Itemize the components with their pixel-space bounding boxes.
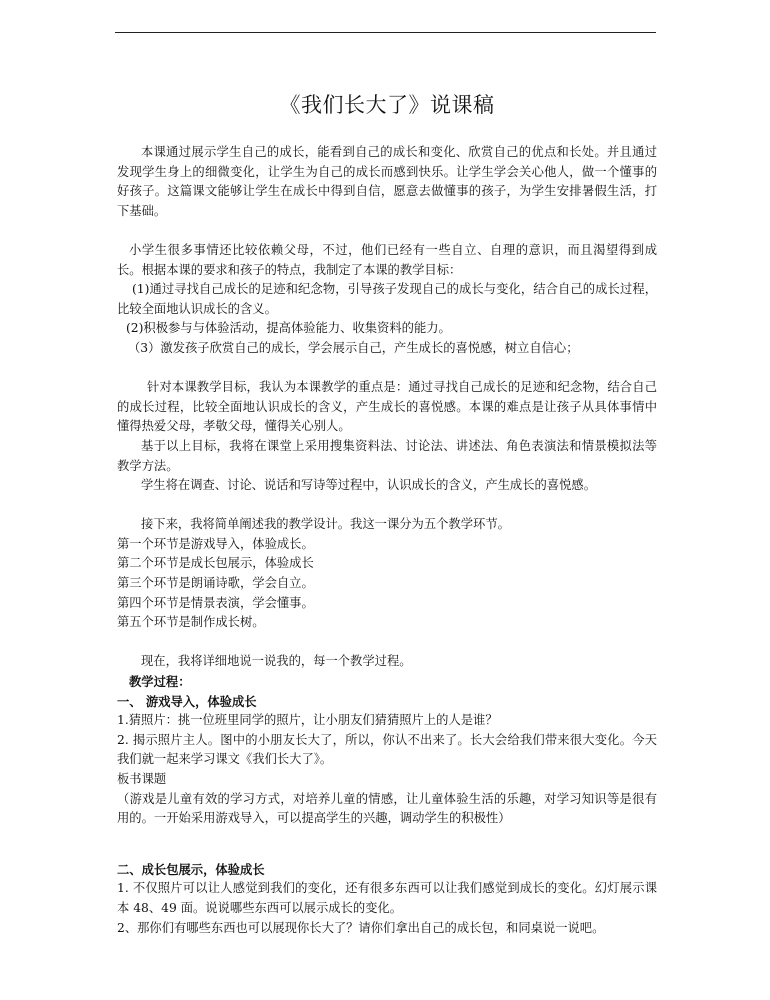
spacer	[117, 359, 657, 379]
section-1-note: （游戏是儿童有效的学习方式，对培养儿童的情感，让儿童体验生活的乐趣，对学习知识等是很有用的。一开始采用游戏导入，可以提高学生的兴趣，调动学生的积极性）	[117, 791, 657, 826]
methods-paragraph: 基于以上目标，我将在课堂上采用搜集资料法、讨论法、讲述法、角色表演法和情景模拟法等教学方法。	[117, 438, 657, 473]
key-points-paragraph: 针对本课教学目标，我认为本课教学的重点是：通过寻找自己成长的足迹和纪念物，结合自己的成长过程，比较全面地认识成长的含义，产生成长的喜悦感。本课的难点是让孩子从具体事情中懂得热爱父母，孝敬父母，懂得关心别人。	[117, 380, 657, 434]
section-1-heading: 一、 游戏导入，体验成长	[117, 693, 257, 709]
section-2-item-1: 1. 不仅照片可以让人感觉到我们的变化，还有很多东西可以让我们感觉到成长的变化。幻灯展示课本 48、49 面。说说哪些东西可以展示成长的变化。	[117, 881, 657, 915]
document-body	[117, 143, 657, 938]
spacer	[117, 496, 657, 516]
step-item: 第五个环节是制作成长树。	[117, 615, 265, 630]
spacer	[117, 221, 657, 241]
section-2-heading: 二、成长包展示，体验成长	[117, 861, 265, 877]
step-item: 第一个环节是游戏导入，体验成长。	[117, 536, 314, 551]
step-item: 第三个环节是朗诵诗歌，学会自立。	[117, 576, 314, 591]
process-heading: 教学过程：	[129, 674, 191, 690]
spacer	[117, 633, 657, 653]
step-item: 第四个环节是情景表演，学会懂事。	[117, 595, 314, 610]
document-title: 《我们长大了》说课稿	[279, 93, 495, 117]
step-item: 第二个环节是成长包展示，体验成长	[117, 556, 314, 571]
section-2-item-2: 2、那你们有哪些东西也可以展现你长大了？请你们拿出自己的成长包，和同桌说一说吧。	[117, 920, 605, 935]
intro-paragraph: 本课通过展示学生自己的成长，能看到自己的成长和变化、欣赏自己的优点和长处。并且通过发现学生身上的细微变化，让学生为自己的成长而感到快乐。让学生学会关心他人，做一个懂事的好孩子。这篇课文能够让学生在成长中得到自信，愿意去做懂事的孩子，为学生安排暑假生活，打下基础。	[117, 145, 657, 218]
section-1-board-title: 板书课题	[117, 772, 167, 786]
spacer	[117, 829, 657, 860]
analysis-paragraph: 小学生很多事情还比较依赖父母，不过，他们已经有一些自立、自理的意识，而且渴望得到成长。根据本课的要求和孩子的特点，我制定了本课的教学目标：	[117, 242, 657, 277]
goal-1: (1)通过寻找自己成长的足迹和纪念物，引导孩子发现自己的成长与变化，结合自己的成长过程，比较全面地认识成长的含义。	[117, 282, 657, 316]
header-rule	[115, 32, 656, 33]
section-1-item-2: 2. 揭示照片主人。图中的小朋友长大了，所以，你认不出来了。长大会给我们带来很大变化。今天我们就一起来学习课文《我们长大了》。	[117, 732, 657, 767]
detail-intro-paragraph: 现在，我将详细地说一说我的，每一个教学过程。	[141, 654, 412, 669]
goal-2: (2)积极参与与体验活动，提高体验能力、收集资料的能力。	[126, 321, 451, 336]
design-intro-paragraph: 接下来，我将简单阐述我的教学设计。我这一课分为五个教学环节。	[141, 517, 510, 532]
goal-3: （3）激发孩子欣赏自己的成长，学会展示自己，产生成长的喜悦感，树立自信心；	[128, 340, 579, 355]
student-process-paragraph: 学生将在调查、讨论、说话和写诗等过程中，认识成长的含义，产生成长的喜悦感。	[141, 478, 596, 493]
section-1-item-1: 1.猜照片：挑一位班里同学的照片，让小朋友们猜猜照片上的人是谁？	[117, 713, 498, 728]
